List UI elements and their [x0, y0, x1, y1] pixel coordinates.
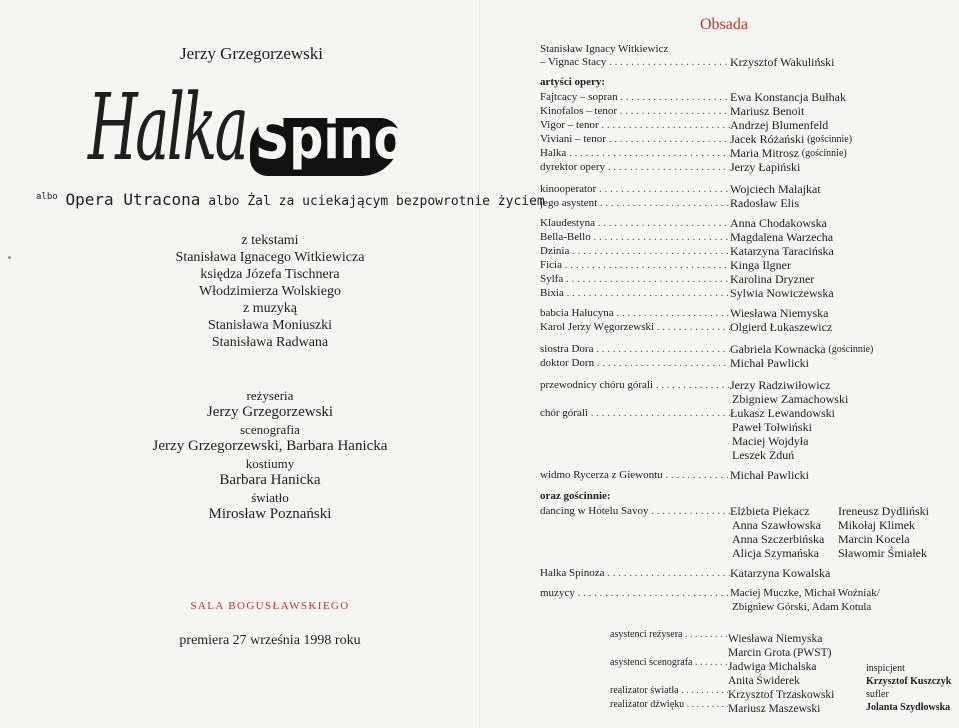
cast-actor: Maciej Wojdyła: [732, 434, 809, 448]
cast-actor: Magdalena Warzecha: [730, 230, 834, 244]
cast-row: [540, 258, 940, 272]
staff-name: Jerzy Grzegorzewski: [206, 404, 334, 420]
cast-role: muzycy . . .: [540, 586, 730, 600]
cast-row: [540, 55, 940, 69]
stage-staff-note: [866, 662, 951, 714]
cast-role: Dzinia . . .: [540, 244, 730, 258]
cast-row: [540, 230, 940, 244]
cast-row: [540, 306, 940, 320]
credits-line: księdza Józefa Tischnera: [200, 267, 340, 282]
cast-actor: Michał Pawlicki: [730, 356, 809, 370]
opera-heading: artyści opery:: [540, 76, 606, 88]
crew-role: realizator dźwięku . . .: [610, 698, 728, 712]
cast-role: kinooperator . . .: [540, 182, 730, 196]
cast-actor: Maria Mitrosz: [730, 146, 799, 160]
cast-actor: Jerzy Radziwiłowicz: [730, 378, 831, 392]
cast-actor: Katarzyna Kowalska: [730, 566, 831, 580]
credits-line: Stanisława Moniuszki: [207, 318, 333, 333]
guest-note: (gościnnie): [807, 134, 853, 145]
cast-row: [540, 196, 940, 210]
crew-name: Mariusz Maszewski: [728, 703, 821, 715]
cast-actor: Ireneusz Dydliński: [838, 504, 929, 518]
crew-name: Marcin Grota (PWST): [728, 647, 832, 659]
subtitle-rest: Żal za uciekającym bezpowrotnie życiem: [247, 194, 545, 209]
crew-name: Anita Świderek: [728, 675, 800, 687]
cast-row: [540, 104, 940, 118]
hall-name: SALA BOGUSŁAWSKIEGO: [190, 600, 350, 612]
cast-role: dyrektor opery . . .: [540, 160, 730, 174]
cast-role: Vigor – tenor . . .: [540, 118, 730, 132]
cast-row: [540, 586, 940, 600]
credits-line: Stanisława Ignacego Witkiewicza: [175, 250, 365, 265]
cast-actor: Maciej Muczke, Michał Woźniak/: [730, 587, 880, 599]
author-name: Jerzy Grzegorzewski: [180, 44, 324, 63]
staff-name: Mirosław Poznański: [208, 506, 332, 522]
cast-actor: Łukasz Lewandowski: [730, 406, 835, 420]
cast-actor: Olgierd Łukaszewicz: [730, 320, 833, 334]
cast-row: [540, 182, 940, 196]
staff-role: reżyseria: [246, 388, 294, 403]
cast-actor: Anna Szawłowska: [732, 518, 821, 532]
cast-role: – Vignac Stacy . . .: [540, 55, 730, 69]
cast-role: Viviani – tenor . . .: [540, 132, 730, 146]
crew-name: Wiesława Niemyska: [728, 633, 823, 645]
subtitle-albo-2: albo: [208, 194, 240, 209]
crew-role: realizator światła . . .: [610, 684, 728, 698]
cast-role: siostra Dora . . .: [540, 342, 730, 356]
cast-role: Kinofalos – tenor . . .: [540, 104, 730, 118]
cast-actor: Leszek Zduń: [732, 448, 795, 462]
cast-actor: Andrzej Blumenfeld: [730, 118, 829, 132]
cast-role: Ficia . . .: [540, 258, 730, 272]
staff-role: kostiumy: [245, 456, 295, 471]
cast-row: [540, 272, 940, 286]
cast-role: Stanisław Ignacy Witkiewicz: [540, 43, 669, 55]
cast-actor: Katarzyna Taracińska: [730, 244, 834, 258]
cast-role: Karol Jerzy Węgorzewski . . .: [540, 320, 730, 334]
cast-actor: Sylwia Nowiczewska: [730, 286, 834, 300]
cast-role: Bella-Bello . . .: [540, 230, 730, 244]
title-spinoza: Spinoza: [255, 107, 467, 172]
cast-actor: Wiesława Niemyska: [730, 306, 829, 320]
subtitle-albo-1: albo: [36, 192, 58, 202]
credits-line: Włodzimierza Wolskiego: [198, 284, 342, 299]
credits-line: z muzyką: [242, 301, 298, 316]
cast-actor: Jacek Różański: [730, 132, 805, 146]
guests-heading: oraz gościnnie:: [540, 490, 611, 502]
inspicjent-label: inspicjent: [866, 663, 905, 674]
credits-block: [100, 232, 440, 351]
crew-row: [610, 698, 890, 717]
cast-actor: Elżbieta Piekacz: [730, 504, 810, 518]
cast-actor: Jerzy Łapiński: [730, 160, 801, 174]
cast-role: dancing w Hotelu Savoy . . .: [540, 504, 730, 518]
cast-role: widmo Rycerza z Giewontu . . .: [540, 468, 730, 482]
cast-actor: Sławomir Śmiałek: [838, 546, 927, 560]
cast-role: babcia Hałucyna . . .: [540, 306, 730, 320]
title-halka: Halka: [88, 74, 247, 181]
cast-row: [540, 356, 940, 370]
sufler-label: sufler: [866, 689, 889, 700]
subtitle: [36, 190, 545, 209]
cast-actor: Michał Pawlicki: [730, 468, 809, 482]
cast-row: [540, 90, 940, 104]
cast-actor: Karolina Dryzner: [730, 272, 815, 286]
cast-actor: Zbigniew Zamachowski: [732, 392, 849, 406]
page-fold: [479, 0, 480, 728]
cast-actor: Mariusz Benoit: [730, 104, 805, 118]
guest-note: (gościnnie): [801, 148, 847, 159]
cast-actor: Zbigniew Górski, Adam Kotula: [732, 601, 872, 613]
cast-row: [540, 146, 940, 161]
crew-role: asystenci scenografa . . .: [610, 656, 728, 670]
staff-role: scenografia: [240, 422, 300, 437]
cast-role: jego asystent . . .: [540, 196, 730, 210]
cast-row: [540, 160, 940, 174]
cast-row: [540, 468, 940, 482]
cast-row: [540, 132, 940, 147]
credits-line: z tekstami: [241, 233, 299, 248]
cast-role: chór górali . . .: [540, 406, 730, 420]
cast-actor: Radosław Elis: [730, 196, 799, 210]
cast-heading: Obsada: [700, 16, 748, 33]
cast-actor: Anna Chodakowska: [730, 216, 827, 230]
cast-row: [540, 42, 940, 56]
sufler-name: Jolanta Szydłowska: [866, 702, 951, 713]
cast-role: Halka Spinoza . . .: [540, 566, 730, 580]
cast-actor: Marcin Kocela: [838, 532, 910, 546]
paper-mark: [8, 256, 11, 259]
cast-row: [540, 566, 940, 580]
cast-row: [540, 118, 940, 132]
cast-role: Sylfa . . .: [540, 272, 730, 286]
cast-row: [540, 244, 940, 258]
cast-role: Klaudestyna . . .: [540, 216, 730, 230]
cast-role: Bixia . . .: [540, 286, 730, 300]
credits-line: Stanisława Radwana: [211, 335, 329, 350]
staff-name: Barbara Hanicka: [219, 472, 321, 488]
premiere-date: premiera 27 września 1998 roku: [179, 633, 361, 648]
cast-actor: Ewa Konstancja Bułhak: [730, 90, 846, 104]
cast-role: Fajtcacy – sopran . . .: [540, 90, 730, 104]
cast-actor: Wojciech Malajkat: [730, 182, 821, 196]
cast-actor: Gabriela Kownacka: [730, 342, 826, 356]
subtitle-opera: Opera Utracona: [65, 190, 201, 209]
cast-actor: Krzysztof Wakuliński: [730, 55, 835, 69]
cast-role: doktor Dorn . . .: [540, 356, 730, 370]
cast-role: przewodnicy chóru górali . . .: [540, 378, 730, 392]
cast-role: Halka . . .: [540, 146, 730, 160]
cast-actor: Anna Szczerbińska: [732, 532, 825, 546]
guest-note: (gościnnie): [828, 344, 874, 355]
cast-actor: Kinga Ilgner: [730, 258, 791, 272]
cast-row: [540, 286, 940, 300]
inspicjent-name: Krzysztof Kuszczyk: [866, 676, 952, 687]
crew-name: Jadwiga Michalska: [728, 661, 817, 673]
staff-role: światło: [251, 490, 289, 505]
staff-name: Jerzy Grzegorzewski, Barbara Hanicka: [152, 438, 388, 454]
cast-actor: Paweł Tołwiński: [732, 420, 812, 434]
cast-row: [540, 216, 940, 230]
crew-name: Krzysztof Trzaskowski: [728, 689, 835, 701]
crew-role: asystenci reżysera . . .: [610, 628, 728, 642]
cast-row: [540, 320, 940, 334]
cast-row: [540, 406, 940, 420]
cast-row: [540, 378, 940, 392]
cast-actor: Mikołaj Klimek: [838, 518, 915, 532]
cast-actor: Alicja Szymańska: [732, 546, 819, 560]
staff-block: [100, 387, 440, 523]
cast-row: [540, 342, 940, 357]
